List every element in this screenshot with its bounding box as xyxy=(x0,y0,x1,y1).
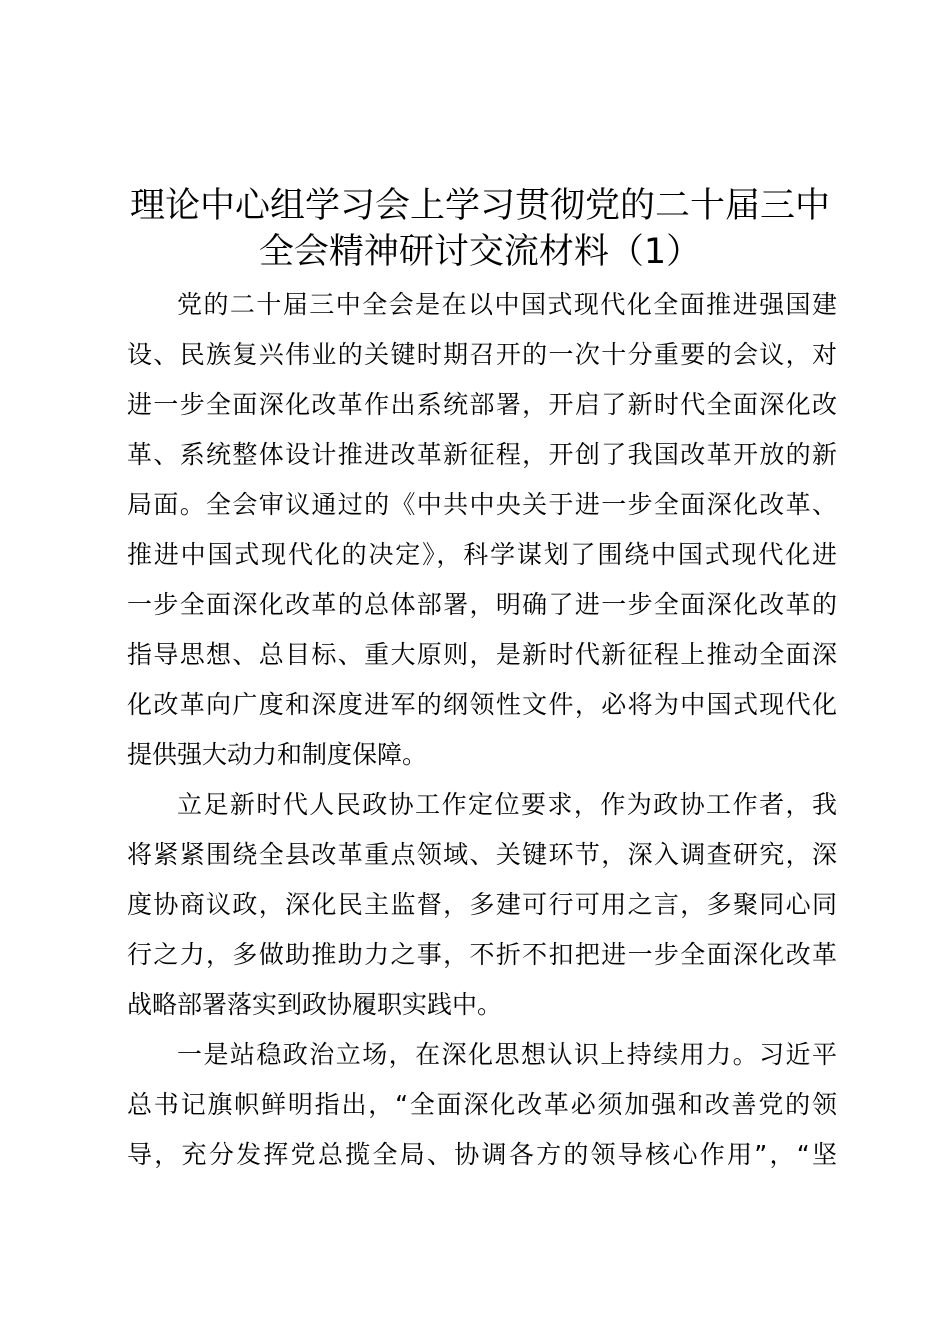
text-line: 一是站稳政治立场，在深化思想认识上持续用力。习近平 xyxy=(177,1040,837,1069)
document-title xyxy=(110,183,850,275)
text-line: 将紧紧围绕全县改革重点领域、关键环节，深入调查研究，深 xyxy=(127,840,837,869)
paragraph xyxy=(127,1030,837,1180)
document-body xyxy=(127,280,837,1180)
text-line: 指导思想、总目标、重大原则，是新时代新征程上推动全面深 xyxy=(127,640,837,669)
text-line: 战略部署落实到政协履职实践中。 xyxy=(127,990,503,1019)
text-line: 革、系统整体设计推进改革新征程，开创了我国改革开放的新 xyxy=(127,440,837,469)
text-line: 党的二十届三中全会是在以中国式现代化全面推进强国建 xyxy=(177,290,837,319)
text-line: 行之力，多做助推助力之事，不折不扣把进一步全面深化改革 xyxy=(127,940,837,969)
paragraph xyxy=(127,280,837,780)
text-line: 提供强大动力和制度保障。 xyxy=(127,740,428,769)
text-line: 设、民族复兴伟业的关键时期召开的一次十分重要的会议，对 xyxy=(127,340,837,369)
title-line: 全会精神研讨交流材料（1） xyxy=(258,232,702,272)
text-line: 导，充分发挥党总揽全局、协调各方的领导核心作用”，“坚 xyxy=(127,1140,837,1169)
text-line: 局面。全会审议通过的《中共中央关于进一步全面深化改革、 xyxy=(127,490,837,519)
title-line: 理论中心组学习会上学习贯彻党的二十届三中 xyxy=(129,186,830,226)
text-line: 立足新时代人民政协工作定位要求，作为政协工作者，我 xyxy=(177,790,837,819)
text-line: 化改革向广度和深度进军的纲领性文件，必将为中国式现代化 xyxy=(127,690,837,719)
text-line: 一步全面深化改革的总体部署，明确了进一步全面深化改革的 xyxy=(127,590,837,619)
text-line: 推进中国式现代化的决定》，科学谋划了围绕中国式现代化进 xyxy=(127,540,837,569)
paragraph xyxy=(127,780,837,1030)
text-line: 进一步全面深化改革作出系统部署，开启了新时代全面深化改 xyxy=(127,390,837,419)
text-line: 度协商议政，深化民主监督，多建可行可用之言，多聚同心同 xyxy=(127,890,837,919)
text-line: 总书记旗帜鲜明指出，“全面深化改革必须加强和改善党的领 xyxy=(127,1090,837,1119)
